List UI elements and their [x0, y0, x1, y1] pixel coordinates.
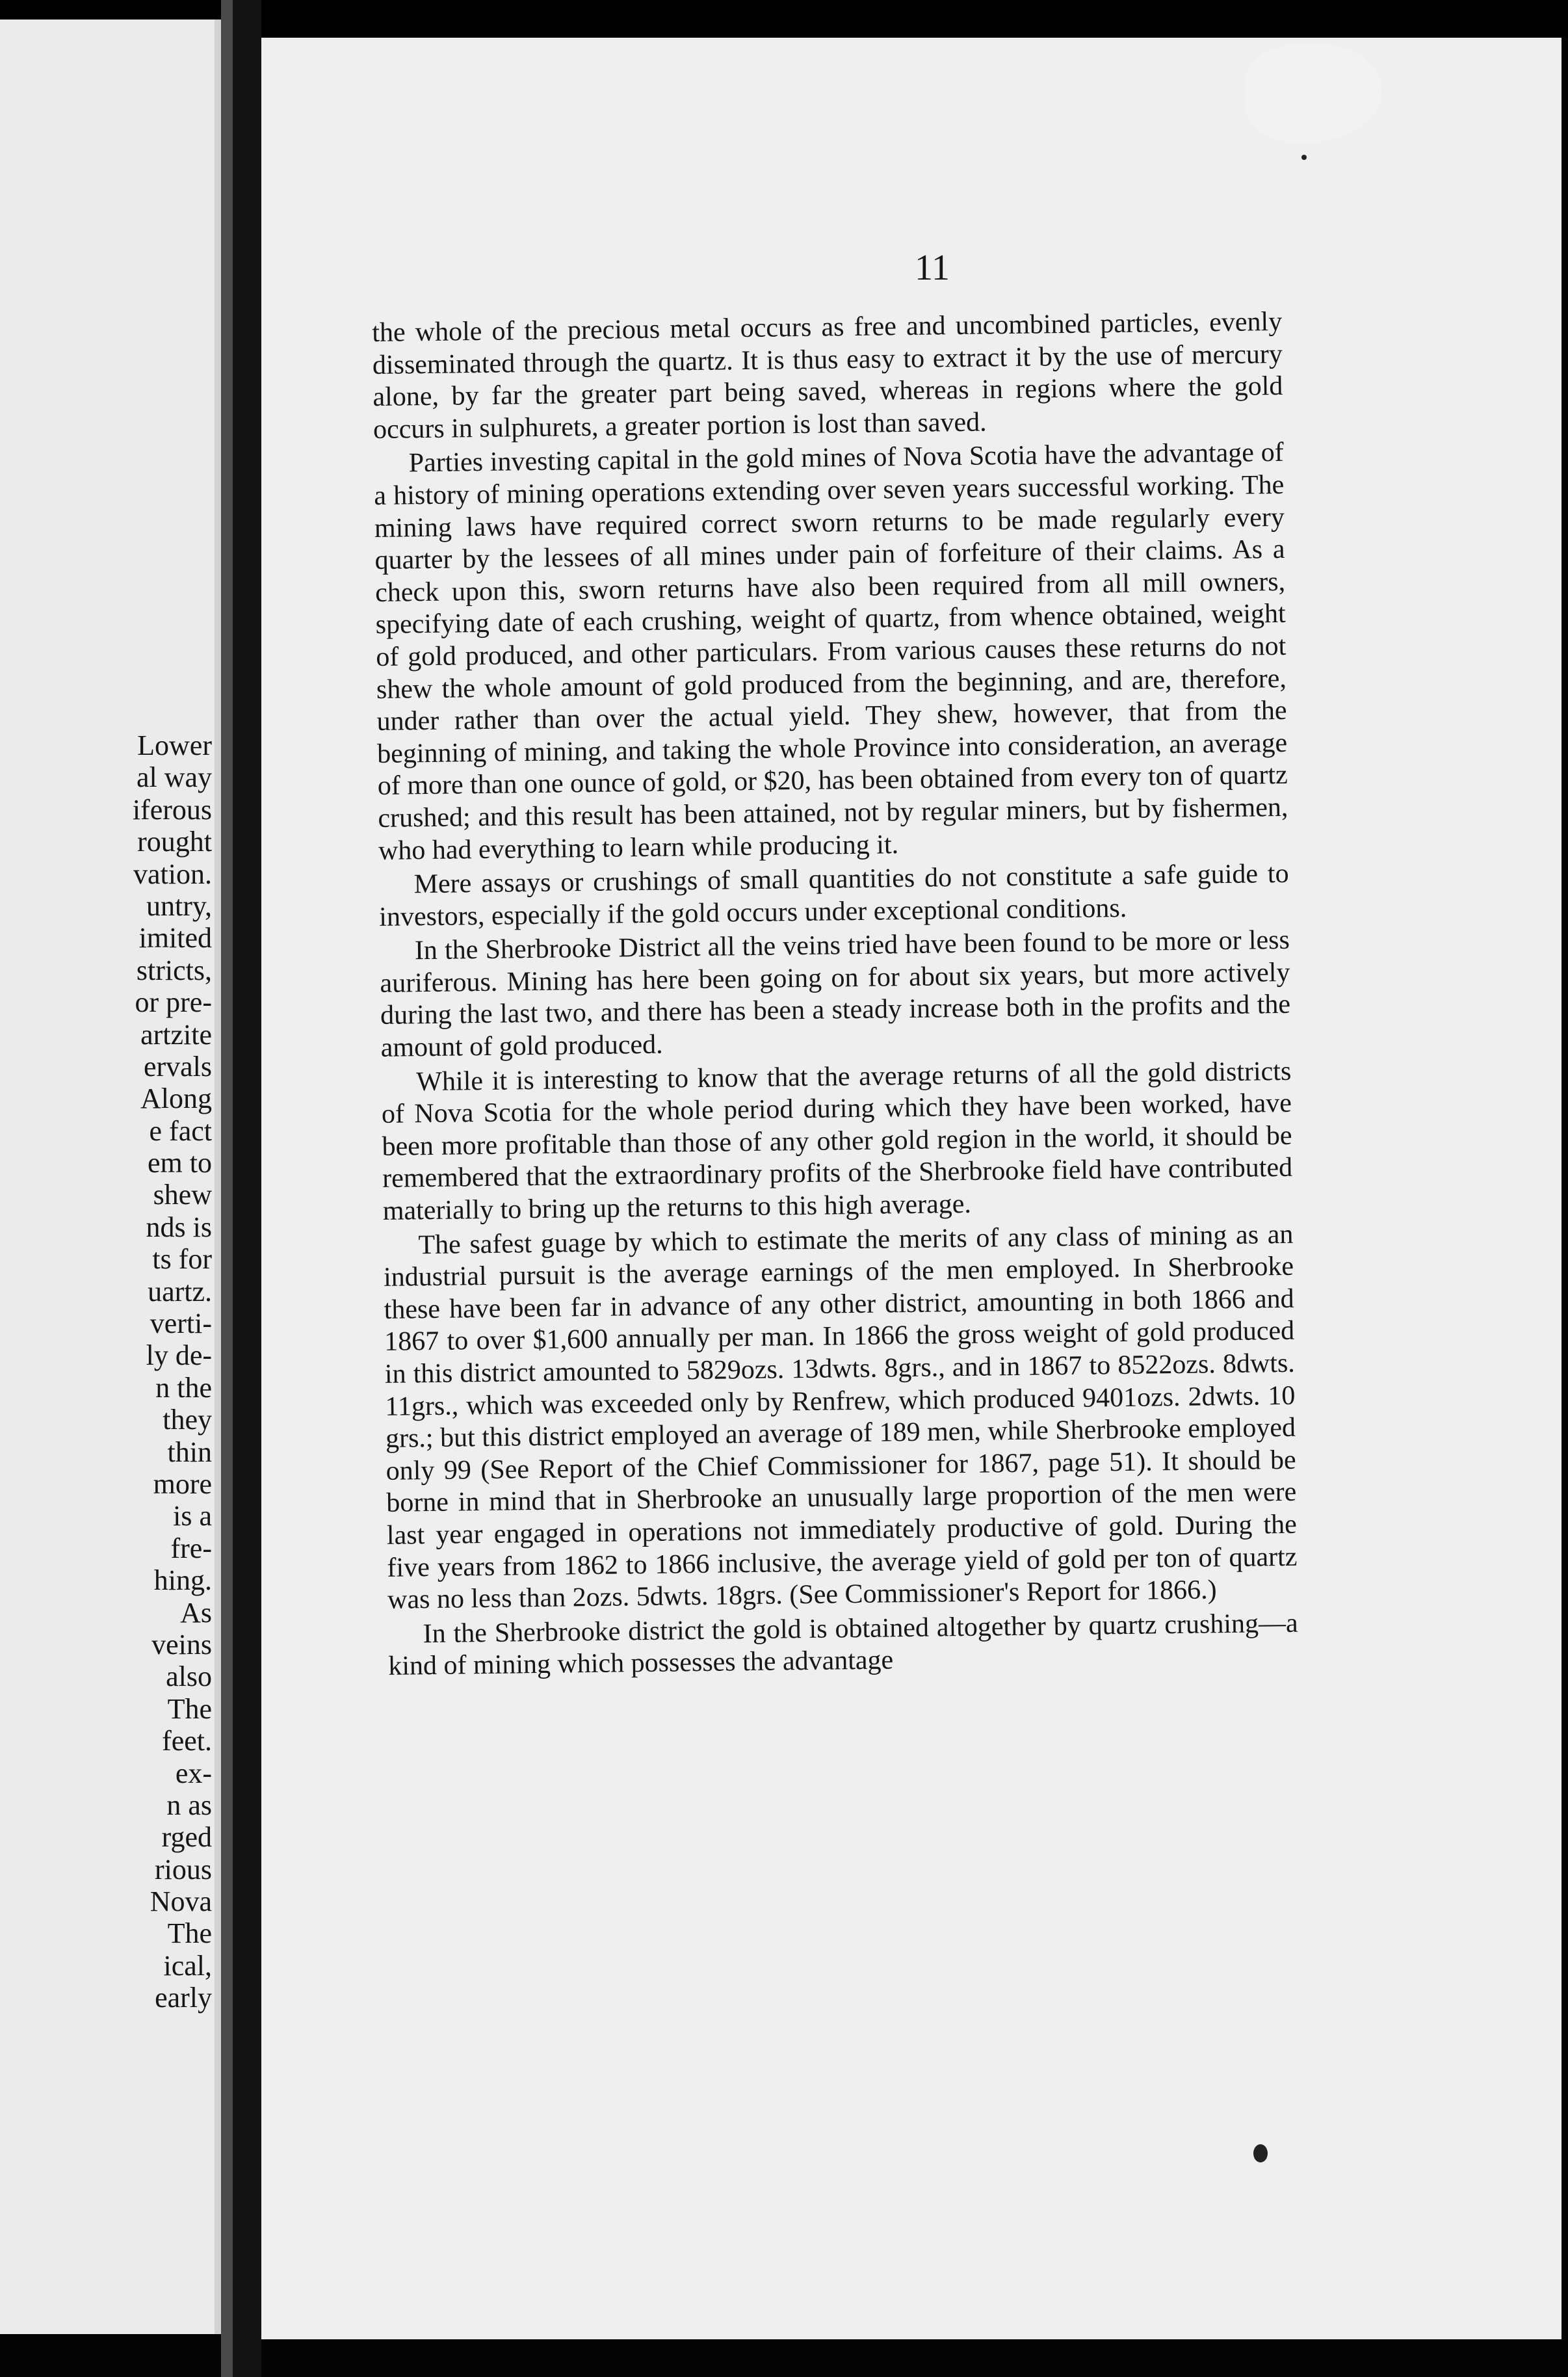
- left-fragment-line: or pre-: [135, 986, 212, 1019]
- paragraph: Mere assays or crushings of small quantities do not constitute a safe guide to investors, especially if the gold occurs under exceptional conditions.: [378, 858, 1289, 932]
- left-fragment-line: artzite: [140, 1018, 212, 1051]
- left-fragment-line: more: [153, 1467, 212, 1500]
- ink-speck: [1301, 155, 1307, 160]
- left-page-text-fragments: [0, 729, 212, 2014]
- right-page: [261, 38, 1561, 2339]
- left-page: [0, 20, 239, 2334]
- left-fragment-line: stricts,: [136, 954, 212, 986]
- left-fragment-line: imited: [138, 922, 212, 954]
- left-fragment-line: ical,: [163, 1949, 212, 1982]
- left-fragment-line: rged: [161, 1821, 212, 1854]
- left-fragment-line: also: [166, 1661, 212, 1693]
- book-spine-shadow: [233, 0, 261, 2377]
- paragraph: In the Sherbrooke District all the veins tried have been found to be more or less auriferous. Mining has here been going on for about six years, but more actively during the last two, and there has been a steady increase both in the profits and the amount of gold produced.: [380, 925, 1291, 1063]
- left-fragment-line: Along: [140, 1083, 212, 1115]
- left-fragment-line: The: [167, 1692, 212, 1725]
- left-fragment-line: vation.: [133, 858, 212, 890]
- paragraph: The safest guage by which to estimate the merits of any class of mining as an industrial pursuit is the average earnings of the men employed. In Sherbrooke these have been far in advance of any other district, amounting in both 1866 and 1867 to over $1,600 annually per man. In 1866 the gross weight of gold produced in this district amounted to 5829ozs. 13dwts. 8grs., and in 1867 to 8522ozs. 8dwts. 11grs., which was exceeded only by Renfrew, which produced 9401ozs. 2dwts. 10 grs.; but this district employed an average of 189 men, while Sherbrooke employed only 99 (See Report of the Chief Commissioner for 1867, page 51). It should be borne in mind that in Sherbrooke an unusually large proportion of the men were last year engaged in operations not immediately productive of gold. During the five years from 1862 to 1866 inclusive, the average yield of gold per ton of quartz was no less than 2ozs. 5dwts. 18grs. (See Commissioner's Report for 1866.): [383, 1219, 1298, 1616]
- paragraph: the whole of the precious metal occurs as free and uncombined particles, evenly disseminated through the quartz. It is thus easy to extract it by the use of mercury alone, by far the greater part being saved, whereas in regions where the gold occurs in sulphurets, a greater portion is lost than saved.: [372, 306, 1283, 445]
- left-fragment-line: The: [167, 1917, 212, 1950]
- left-fragment-line: ervals: [143, 1050, 212, 1083]
- paragraph: While it is interesting to know that the average returns of all the gold districts of Nova Scotia for the whole period during which they have been worked, have been more profitable than those of any other gold region in the world, it should be remembered that the extraordinary profits of the Sherbrooke field have contributed materially to bring up the returns to this high average.: [381, 1056, 1293, 1226]
- left-fragment-line: they: [163, 1404, 212, 1436]
- page-number: 11: [915, 248, 950, 288]
- left-fragment-line: e fact: [149, 1114, 212, 1147]
- left-fragment-line: al way: [136, 761, 212, 794]
- left-fragment-line: untry,: [146, 889, 212, 922]
- left-fragment-line: rious: [155, 1853, 212, 1885]
- left-fragment-line: veins: [151, 1628, 212, 1661]
- left-fragment-line: n the: [155, 1371, 212, 1404]
- left-fragment-line: Lower: [137, 729, 212, 761]
- left-fragment-line: feet.: [162, 1725, 212, 1757]
- left-fragment-line: shew: [153, 1179, 212, 1211]
- left-fragment-line: Nova: [150, 1885, 212, 1918]
- left-fragment-line: early: [155, 1982, 212, 2014]
- left-fragment-line: verti-: [150, 1307, 212, 1340]
- left-fragment-line: hing.: [153, 1564, 212, 1597]
- left-fragment-line: uartz.: [148, 1275, 212, 1307]
- left-fragment-line: em to: [148, 1147, 212, 1179]
- left-fragment-line: iferous: [132, 793, 212, 826]
- left-fragment-line: ex-: [175, 1757, 212, 1789]
- paper-damage-spot: [1246, 44, 1382, 142]
- left-fragment-line: thin: [167, 1436, 212, 1468]
- left-fragment-line: n as: [166, 1789, 212, 1821]
- paragraph: In the Sherbrooke district the gold is obtained altogether by quartz crushing—a kind of mining which possesses the advantage: [388, 1608, 1298, 1682]
- left-fragment-line: As: [180, 1596, 212, 1629]
- page-body-text: [372, 306, 1299, 1685]
- ink-speck: [1253, 2144, 1268, 2162]
- left-fragment-line: fre-: [170, 1532, 212, 1564]
- left-fragment-line: rought: [137, 826, 212, 858]
- left-fragment-line: ly de-: [146, 1339, 212, 1372]
- left-fragment-line: is a: [173, 1500, 212, 1532]
- left-fragment-line: ts for: [152, 1243, 212, 1276]
- paragraph: Parties investing capital in the gold mines of Nova Scotia have the advantage of a history of mining operations extending over seven years successful working. The mining laws have required correct sworn returns to be made regularly every quarter by the lessees of all mines under pain of forfeiture of their claims. As a check upon this, sworn returns have also been required from all mill owners, specifying date of each crushing, weight of quartz, from whence obtained, weight of gold produced, and other particulars. From various causes these returns do not shew the whole amount of gold produced from the beginning, and are, therefore, under rather than over the actual yield. They shew, however, that from the beginning of mining, and taking the whole Province into consideration, an average of more than one ounce of gold, or $20, has been obtained from every ton of quartz crushed; and this result has been attained, not by regular miners, but by fishermen, who had everything to learn while producing it.: [374, 438, 1288, 866]
- left-fragment-line: nds is: [146, 1211, 212, 1243]
- book-spine-edge: [221, 0, 233, 2377]
